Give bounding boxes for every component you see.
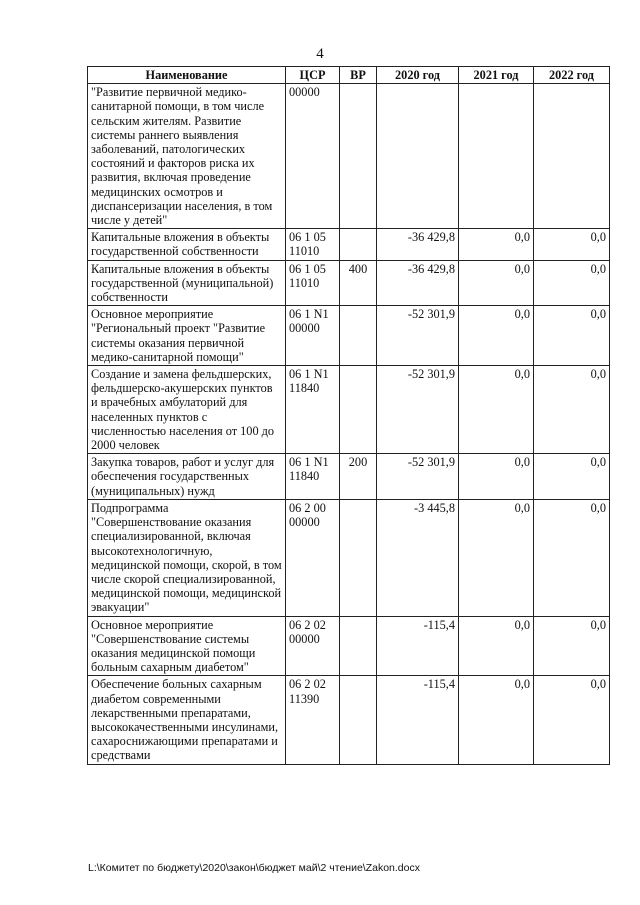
cell-vr <box>340 306 377 366</box>
header-2022: 2022 год <box>534 67 610 84</box>
cell-name: Основное мероприятие "Совершенствование системы оказания медицинской помощи больным сахарным диабетом" <box>88 616 286 676</box>
cell-2022: 0,0 <box>534 676 610 764</box>
cell-2021: 0,0 <box>459 499 534 616</box>
cell-2020: -115,4 <box>377 616 459 676</box>
cell-2021: 0,0 <box>459 676 534 764</box>
cell-2022: 0,0 <box>534 366 610 454</box>
cell-2021: 0,0 <box>459 366 534 454</box>
table-row <box>88 454 610 500</box>
cell-2020: -36 429,8 <box>377 260 459 306</box>
cell-name: Капитальные вложения в объекты государственной собственности <box>88 229 286 260</box>
table-row <box>88 84 610 229</box>
cell-name: Подпрограмма "Совершенствование оказания специализированной, включая высокотехнологичную, медицинской помощи, скорой, в том числе скорой специализированной, медицинской помощи, медицинской эвакуации" <box>88 499 286 616</box>
cell-csr: 06 2 02 11390 <box>286 676 340 764</box>
table-row <box>88 306 610 366</box>
cell-2022: 0,0 <box>534 499 610 616</box>
table-row <box>88 676 610 764</box>
header-vr: ВР <box>340 67 377 84</box>
header-2021: 2021 год <box>459 67 534 84</box>
cell-name: Обеспечение больных сахарным диабетом современными лекарственными препаратами, высококачественными инсулинами, сахароснижающими препаратами и средствами <box>88 676 286 764</box>
cell-2022: 0,0 <box>534 616 610 676</box>
table-row <box>88 616 610 676</box>
cell-2020: -52 301,9 <box>377 366 459 454</box>
table-header <box>88 67 610 84</box>
cell-2022: 0,0 <box>534 454 610 500</box>
cell-2021: 0,0 <box>459 454 534 500</box>
cell-name: Капитальные вложения в объекты государственной (муниципальной) собственности <box>88 260 286 306</box>
page-number: 4 <box>316 46 324 62</box>
cell-csr: 00000 <box>286 84 340 229</box>
cell-vr <box>340 676 377 764</box>
cell-name: Создание и замена фельдшерских, фельдшерско-акушерских пунктов и врачебных амбулаторий для населенных пунктов с численностью населения от 100 до 2000 человек <box>88 366 286 454</box>
cell-name: Закупка товаров, работ и услуг для обеспечения государственных (муниципальных) нужд <box>88 454 286 500</box>
cell-vr <box>340 366 377 454</box>
cell-vr <box>340 84 377 229</box>
cell-2021 <box>459 84 534 229</box>
cell-2021: 0,0 <box>459 260 534 306</box>
cell-csr: 06 1 N1 00000 <box>286 306 340 366</box>
table-row <box>88 229 610 260</box>
cell-2020: -3 445,8 <box>377 499 459 616</box>
footer-file-path: L:\Комитет по бюджету\2020\закон\бюджет май\2 чтение\Zakon.docx <box>88 862 420 874</box>
cell-vr <box>340 229 377 260</box>
cell-2021: 0,0 <box>459 229 534 260</box>
table-row <box>88 366 610 454</box>
cell-2020: -115,4 <box>377 676 459 764</box>
cell-vr <box>340 616 377 676</box>
cell-2022: 0,0 <box>534 260 610 306</box>
header-2020: 2020 год <box>377 67 459 84</box>
cell-name: "Развитие первичной медико-санитарной помощи, в том числе сельским жителям. Развитие системы раннего выявления заболеваний, патологических состояний и факторов риска их развития, включая проведение медицинских осмотров и диспансеризации населения, в том числе у детей" <box>88 84 286 229</box>
cell-2020 <box>377 84 459 229</box>
cell-2021: 0,0 <box>459 306 534 366</box>
header-csr: ЦСР <box>286 67 340 84</box>
cell-2022 <box>534 84 610 229</box>
cell-2021: 0,0 <box>459 616 534 676</box>
table-row <box>88 499 610 616</box>
cell-csr: 06 1 05 11010 <box>286 260 340 306</box>
table-body <box>88 84 610 764</box>
cell-csr: 06 1 N1 11840 <box>286 454 340 500</box>
cell-2020: -36 429,8 <box>377 229 459 260</box>
table-row <box>88 260 610 306</box>
cell-csr: 06 1 05 11010 <box>286 229 340 260</box>
cell-2022: 0,0 <box>534 306 610 366</box>
budget-table <box>87 66 610 765</box>
cell-vr: 200 <box>340 454 377 500</box>
cell-2020: -52 301,9 <box>377 454 459 500</box>
header-name: Наименование <box>88 67 286 84</box>
cell-name: Основное мероприятие "Региональный проект "Развитие системы оказания первичной медико-санитарной помощи" <box>88 306 286 366</box>
cell-vr: 400 <box>340 260 377 306</box>
cell-2020: -52 301,9 <box>377 306 459 366</box>
cell-csr: 06 2 02 00000 <box>286 616 340 676</box>
cell-csr: 06 1 N1 11840 <box>286 366 340 454</box>
cell-vr <box>340 499 377 616</box>
cell-2022: 0,0 <box>534 229 610 260</box>
cell-csr: 06 2 00 00000 <box>286 499 340 616</box>
